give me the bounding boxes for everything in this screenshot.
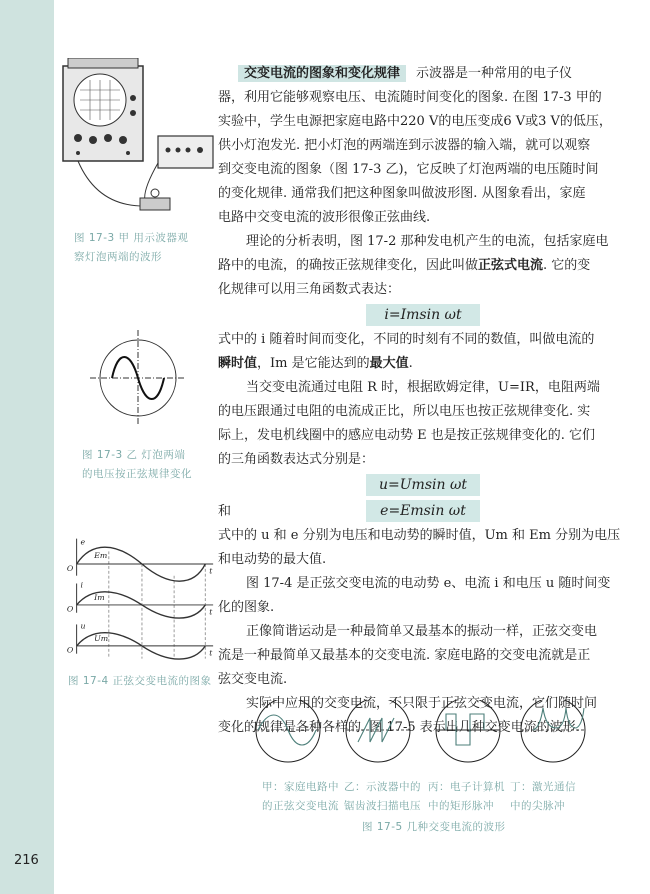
text-line: 的电压跟通过电阻的电流成正比，所以电压也按正弦规律变化. 实 [218, 404, 591, 419]
text-line [218, 352, 628, 376]
axis-label-t: t [209, 607, 213, 617]
origin-label: O [66, 604, 74, 614]
page-margin-strip [0, 0, 54, 894]
fig-17-5-caption-bing [428, 778, 505, 816]
caption-line: 乙：示波器中的 [344, 781, 421, 793]
axis-label-u: u [80, 621, 86, 631]
text-line: 实际中应用的交变电流，不只限于正弦交变电流，它们随时间 [246, 696, 598, 711]
text-line: 式中的 u 和 e 分别为电压和电动势的瞬时值，Um 和 Em 分别为电压 [218, 528, 621, 543]
fig-17-5-title: 图 17-5 几种交变电流的波形 [362, 821, 506, 833]
term-sinusoidal-current: 正弦式电流 [478, 258, 544, 273]
text-span: 示波器是一种常用的电子仪 [416, 66, 573, 81]
text-line: 电路中交变电流的波形很像正弦曲线. [218, 210, 431, 225]
text-line: 化的图象. [218, 600, 275, 615]
text-line: 实验中，学生电源把家庭电路中220 V的电压变成6 V或3 V的低压， [218, 114, 612, 129]
origin-label: O [66, 563, 74, 573]
fig-17-5-caption-jia [262, 778, 339, 816]
fig-17-4-caption: 图 17-4 正弦交变电流的图象 [68, 675, 212, 687]
text-line: 正像简谐运动是一种最简单又最基本的振动一样，正弦交变电 [246, 624, 598, 639]
origin-label: O [66, 645, 74, 655]
fig-17-5-waveforms [248, 700, 628, 765]
caption-line: 锯齿波扫描电压 [344, 800, 421, 812]
caption-line: 丁：激光通信 [510, 781, 576, 793]
text-line: 弦交变电流. [218, 672, 288, 687]
caption-line: 的电压按正弦规律变化 [82, 468, 192, 480]
fig-17-3a-caption [74, 229, 188, 267]
text-line: 化规律可以用三角函数式表达： [218, 282, 401, 297]
text-line: 理论的分析表明，图 17-2 那种发电机产生的电流，包括家庭电 [246, 234, 609, 249]
term-instantaneous-value: 瞬时值 [218, 356, 258, 371]
conjunction-he: 和 [218, 504, 232, 519]
formula-i: i=Imsin ωt [366, 304, 480, 326]
text-line: 际上，发电机线圈中的感应电动势 E 也是按正弦规律变化的. 它们 [218, 428, 596, 443]
caption-line: 中的矩形脉冲 [428, 800, 494, 812]
caption-line: 图 17-3 甲 用示波器观 [74, 232, 189, 244]
fig-17-5-caption-ding [510, 778, 576, 816]
fig-17-4-sine-graphs [62, 535, 218, 670]
axis-label-t: t [209, 648, 213, 658]
formula-e: e=Emsin ωt [366, 500, 480, 522]
text-line: 当交变电流通过电阻 R 时，根据欧姆定律，U=IR，电阻两端 [246, 380, 600, 395]
axis-label-i: i [80, 580, 84, 590]
label-Im: Im [94, 593, 105, 603]
caption-line: 图 17-3 乙 灯泡两端 [82, 449, 186, 461]
label-Um: Um [94, 634, 109, 644]
caption-line: 中的尖脉冲 [510, 800, 565, 812]
caption-line: 的正弦交变电流 [262, 800, 339, 812]
text-line [218, 62, 628, 86]
axis-label-t: t [209, 566, 213, 576]
text-line: 和电动势的最大值. [218, 552, 327, 567]
axis-label-e: e [80, 537, 86, 547]
oscilloscope-illustration [58, 58, 218, 228]
label-Em: Em [94, 551, 108, 561]
text-line: 的变化规律. 通常我们把这种图象叫做波形图. 从图象看出，家庭 [218, 186, 586, 201]
text-span: ，Im 是它能达到的 [257, 356, 370, 371]
text-line: 变化的规律是各种各样的. 图 17-5 表示出几种交变电流的波形. [218, 720, 580, 735]
caption-line: 察灯泡两端的波形 [74, 251, 162, 263]
text-line: 图 17-4 是正弦交变电流的电动势 e、电流 i 和电压 u 随时间变 [246, 576, 611, 591]
formula-u: u=Umsin ωt [366, 474, 480, 496]
text-line: 器，利用它能够观察电压、电流随时间变化的图象. 在图 17-3 甲的 [218, 90, 602, 105]
text-line [218, 254, 628, 278]
text-line: 流是一种最简单又最基本的交变电流. 家庭电路的交变电流就是正 [218, 648, 591, 663]
caption-line: 甲：家庭电路中 [262, 781, 339, 793]
fig-17-3b-sine-scope [88, 328, 188, 428]
caption-line: 丙：电子计算机 [428, 781, 505, 793]
text-line: 的三角函数表达式分别是： [218, 452, 375, 467]
fig-17-3b-caption [82, 446, 192, 484]
page-number: 216 [14, 853, 39, 868]
text-line: 供小灯泡发光. 把小灯泡的两端连到示波器的输入端，就可以观察 [218, 138, 591, 153]
term-maximum-value: 最大值 [369, 356, 409, 371]
text-line: 到交变电流的图象（图 17-3 乙)，它反映了灯泡两端的电压随时间 [218, 162, 599, 177]
text-span: . [408, 356, 413, 371]
text-span: 路中的电流，的确按正弦规律变化，因此叫做 [218, 258, 479, 273]
text-line: 式中的 i 随着时间而变化，不同的时刻有不同的数值，叫做电流的 [218, 332, 595, 347]
body-text [218, 62, 628, 740]
section-title: 交变电流的图象和变化规律 [238, 65, 406, 82]
fig-17-5-caption-yi [344, 778, 421, 816]
text-span: . 它的变 [543, 258, 591, 273]
